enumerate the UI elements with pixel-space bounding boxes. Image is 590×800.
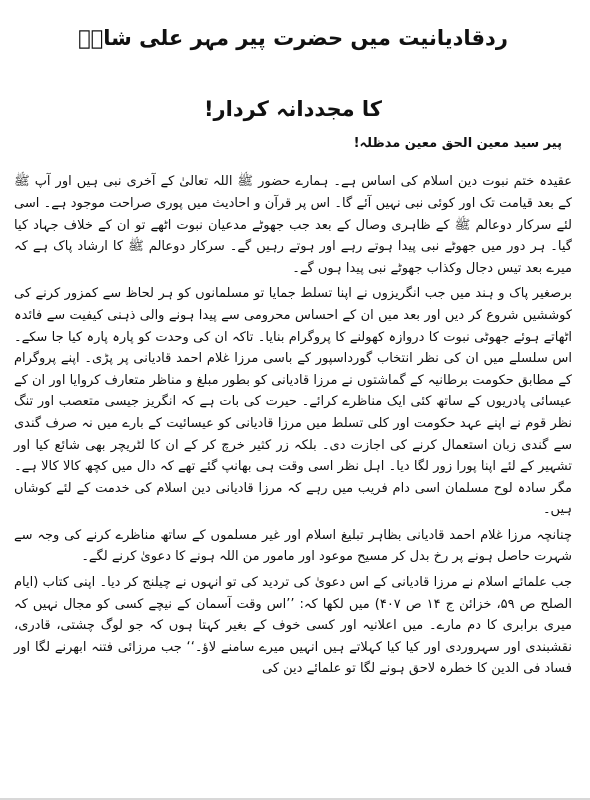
article-subtitle: کا مجددانہ کردار! xyxy=(203,97,383,122)
article-title: ردقادیانیت میں حضرت پیر مہر علی شاہؒ xyxy=(78,26,508,50)
paragraph-3: چنانچہ مرزا غلام احمد قادیانی بظاہر تبلیغ اسلام اور غیر مسلموں کے ساتھ مناظرے کرنے کی وجہ سے شہرت حاصل ہونے پر رخ بدل کر مسیح موعود اور مامور من اللہ ہونے کا دعویٰ کرنے لگے۔ xyxy=(14,527,572,565)
paragraph-4: جب علمائے اسلام نے مرزا قادیانی کے اس دعویٰ کی تردید کی تو انہوں نے چیلنج کر دیا۔ اپنی کتاب (ایام الصلح ص ۵۹، خزائن ج ۱۴ ص ۴۰۷) میں لکھا کہ: ’’اس وقت آسمان کے نیچے کسی کو مجال نہیں کہ میری برابری کا دم مارے۔ میں اعلانیہ اور کسی خوف کے بغیر کہتا ہوں کہ جو لوگ چشتی، قادری، نقشبندی اور سہروردی اور کیا کیا کہلاتے ہیں انہیں میرے سامنے لاؤ۔‘‘ جب مرزائی فتنہ ابھرنے لگا اور فساد فی الدین کا خطرہ لاحق ہونے لگا تو علمائے دین کی xyxy=(14,575,573,677)
paragraph-2: برصغیر پاک و ہند میں جب انگریزوں نے اپنا تسلط جمایا تو مسلمانوں کو ہر لحاظ سے کمزور کرنے کی کوششیں شروع کر دیں اور بعد میں ان کے احساس محرومی سے پیدا ہونے والی ذہنی کیفیت سے فائدہ اٹھاتے ہوئے جھوٹی نبوت کا دروازہ کھولنے کا پروگرام بنایا۔ تاکہ ان کی وحدت کو پارہ پارہ کیا جا سکے۔ اس سلسلے میں ان کی نظر انتخاب گورداسپور کے باسی مرزا غلام احمد قادیانی پر پڑی۔ اپنے پروگرام کے مطابق حکومت برطانیہ کے گماشتوں نے مرزا قادیانی کو بطور مبلغ و مناظر متعارف کروایا اور ان کے عیسائی پادریوں کے ساتھ کئی ایک مناظرے کرائے۔ حیرت کی بات ہے کہ انگریز جیسی متعصب اور تنگ نظر قوم نے اپنے عہد حکومت اور کلی تسلط میں مرزا قادیانی کو عیسائیت کے بارے میں نہ صرف گندی سے گندی زبان استعمال کرنے کی اجازت دی۔ بلکہ زر کثیر خرچ کر کے ان کا لٹریچر بھی شائع کیا اور تشہیر کے لئے اپنا پورا زور لگا دیا۔ اہل نظر اسی وقت ہی بھانپ گئے تھے کہ دال میں کچھ کالا کالا ہے۔ مگر سادہ لوح مسلمان اسی دام فریب میں رہے کہ مرزا قادیانی دین اسلام کی خدمت کے لئے کوشاں ہیں۔ xyxy=(14,286,572,518)
paragraph-1: عقیدہ ختم نبوت دین اسلام کی اساس ہے۔ ہمارے حضور ﷺ اللہ تعالیٰ کے آخری نبی ہیں اور آپ ﷺ کے بعد قیامت تک اور کوئی نبی نہیں آئے گا۔ اس پر قرآن و احادیث میں پوری صراحت موجود ہے۔ اسی لئے سرکار دوعالم ﷺ کے ظاہری وصال کے بعد جب جھوٹے مدعیان نبوت اٹھے تو ان کے خلاف جہاد کیا گیا۔ ہر دور میں جھوٹے نبی پیدا ہوتے رہے اور ہوتے رہیں گے۔ سرکار دوعالم ﷺ کا ارشاد پاک ہے کہ میرے بعد تیس دجال وکذاب جھوٹے نبی پیدا ہوں گے۔ xyxy=(14,174,572,276)
article-body xyxy=(14,171,572,680)
author-byline: پیر سید معین الحق معین مدظلہ! xyxy=(353,136,562,152)
